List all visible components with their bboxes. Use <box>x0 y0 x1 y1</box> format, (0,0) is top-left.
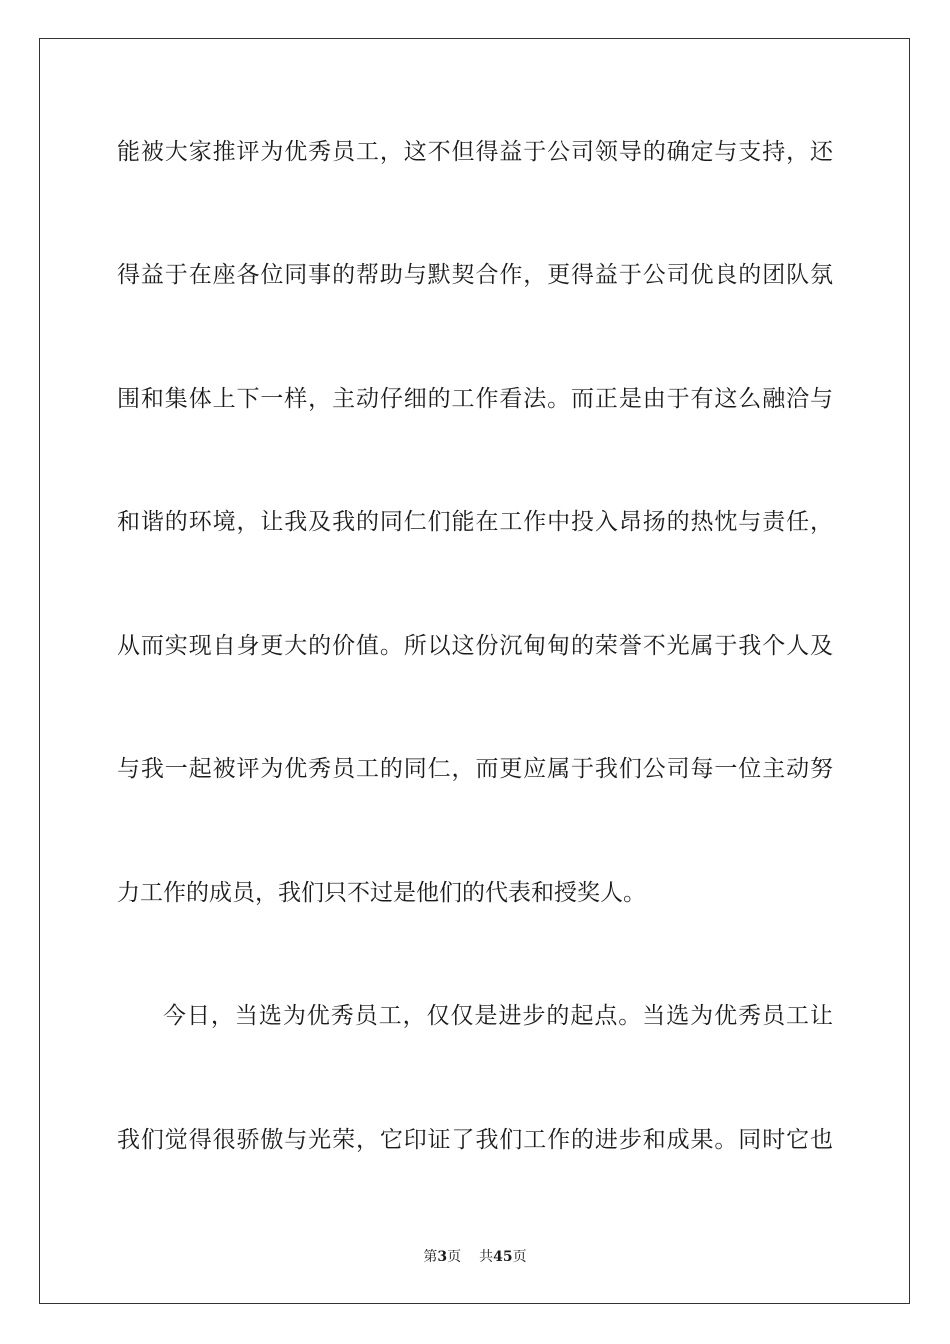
paragraph-line-3: 围和集体上下一样，主动仔细的工作看法。而正是由于有这么融洽与 <box>117 386 833 412</box>
paragraph-line-6: 与我一起被评为优秀员工的同仁，而更应属于我们公司每一位主动努 <box>117 756 833 782</box>
paragraph-line-1: 能被大家推评为优秀员工，这不但得益于公司领导的确定与支持，还 <box>117 139 833 165</box>
paragraph-line-5: 从而实现自身更大的价值。所以这份沉甸甸的荣誉不光属于我个人及 <box>117 633 833 659</box>
total-pages: 45 <box>493 1249 513 1265</box>
total-suffix: 页 <box>512 1249 527 1265</box>
paragraph-line-8: 今日，当选为优秀员工，仅仅是进步的起点。当选为优秀员工让 <box>163 1003 833 1029</box>
page-border <box>39 38 910 1304</box>
page-footer <box>0 1248 950 1266</box>
paragraph-line-7: 力工作的成员，我们只不过是他们的代表和授奖人。 <box>117 880 646 906</box>
page-prefix: 第 <box>423 1249 438 1265</box>
paragraph-line-2: 得益于在座各位同事的帮助与默契合作，更得益于公司优良的团队氛 <box>117 262 833 288</box>
page-suffix: 页 <box>447 1249 462 1265</box>
total-prefix: 共 <box>479 1249 494 1265</box>
page-number: 3 <box>437 1249 448 1265</box>
paragraph-line-4: 和谐的环境，让我及我的同仁们能在工作中投入昂扬的热忱与责任， <box>117 509 833 535</box>
paragraph-line-9: 我们觉得很骄傲与光荣，它印证了我们工作的进步和成果。同时它也 <box>117 1127 833 1153</box>
